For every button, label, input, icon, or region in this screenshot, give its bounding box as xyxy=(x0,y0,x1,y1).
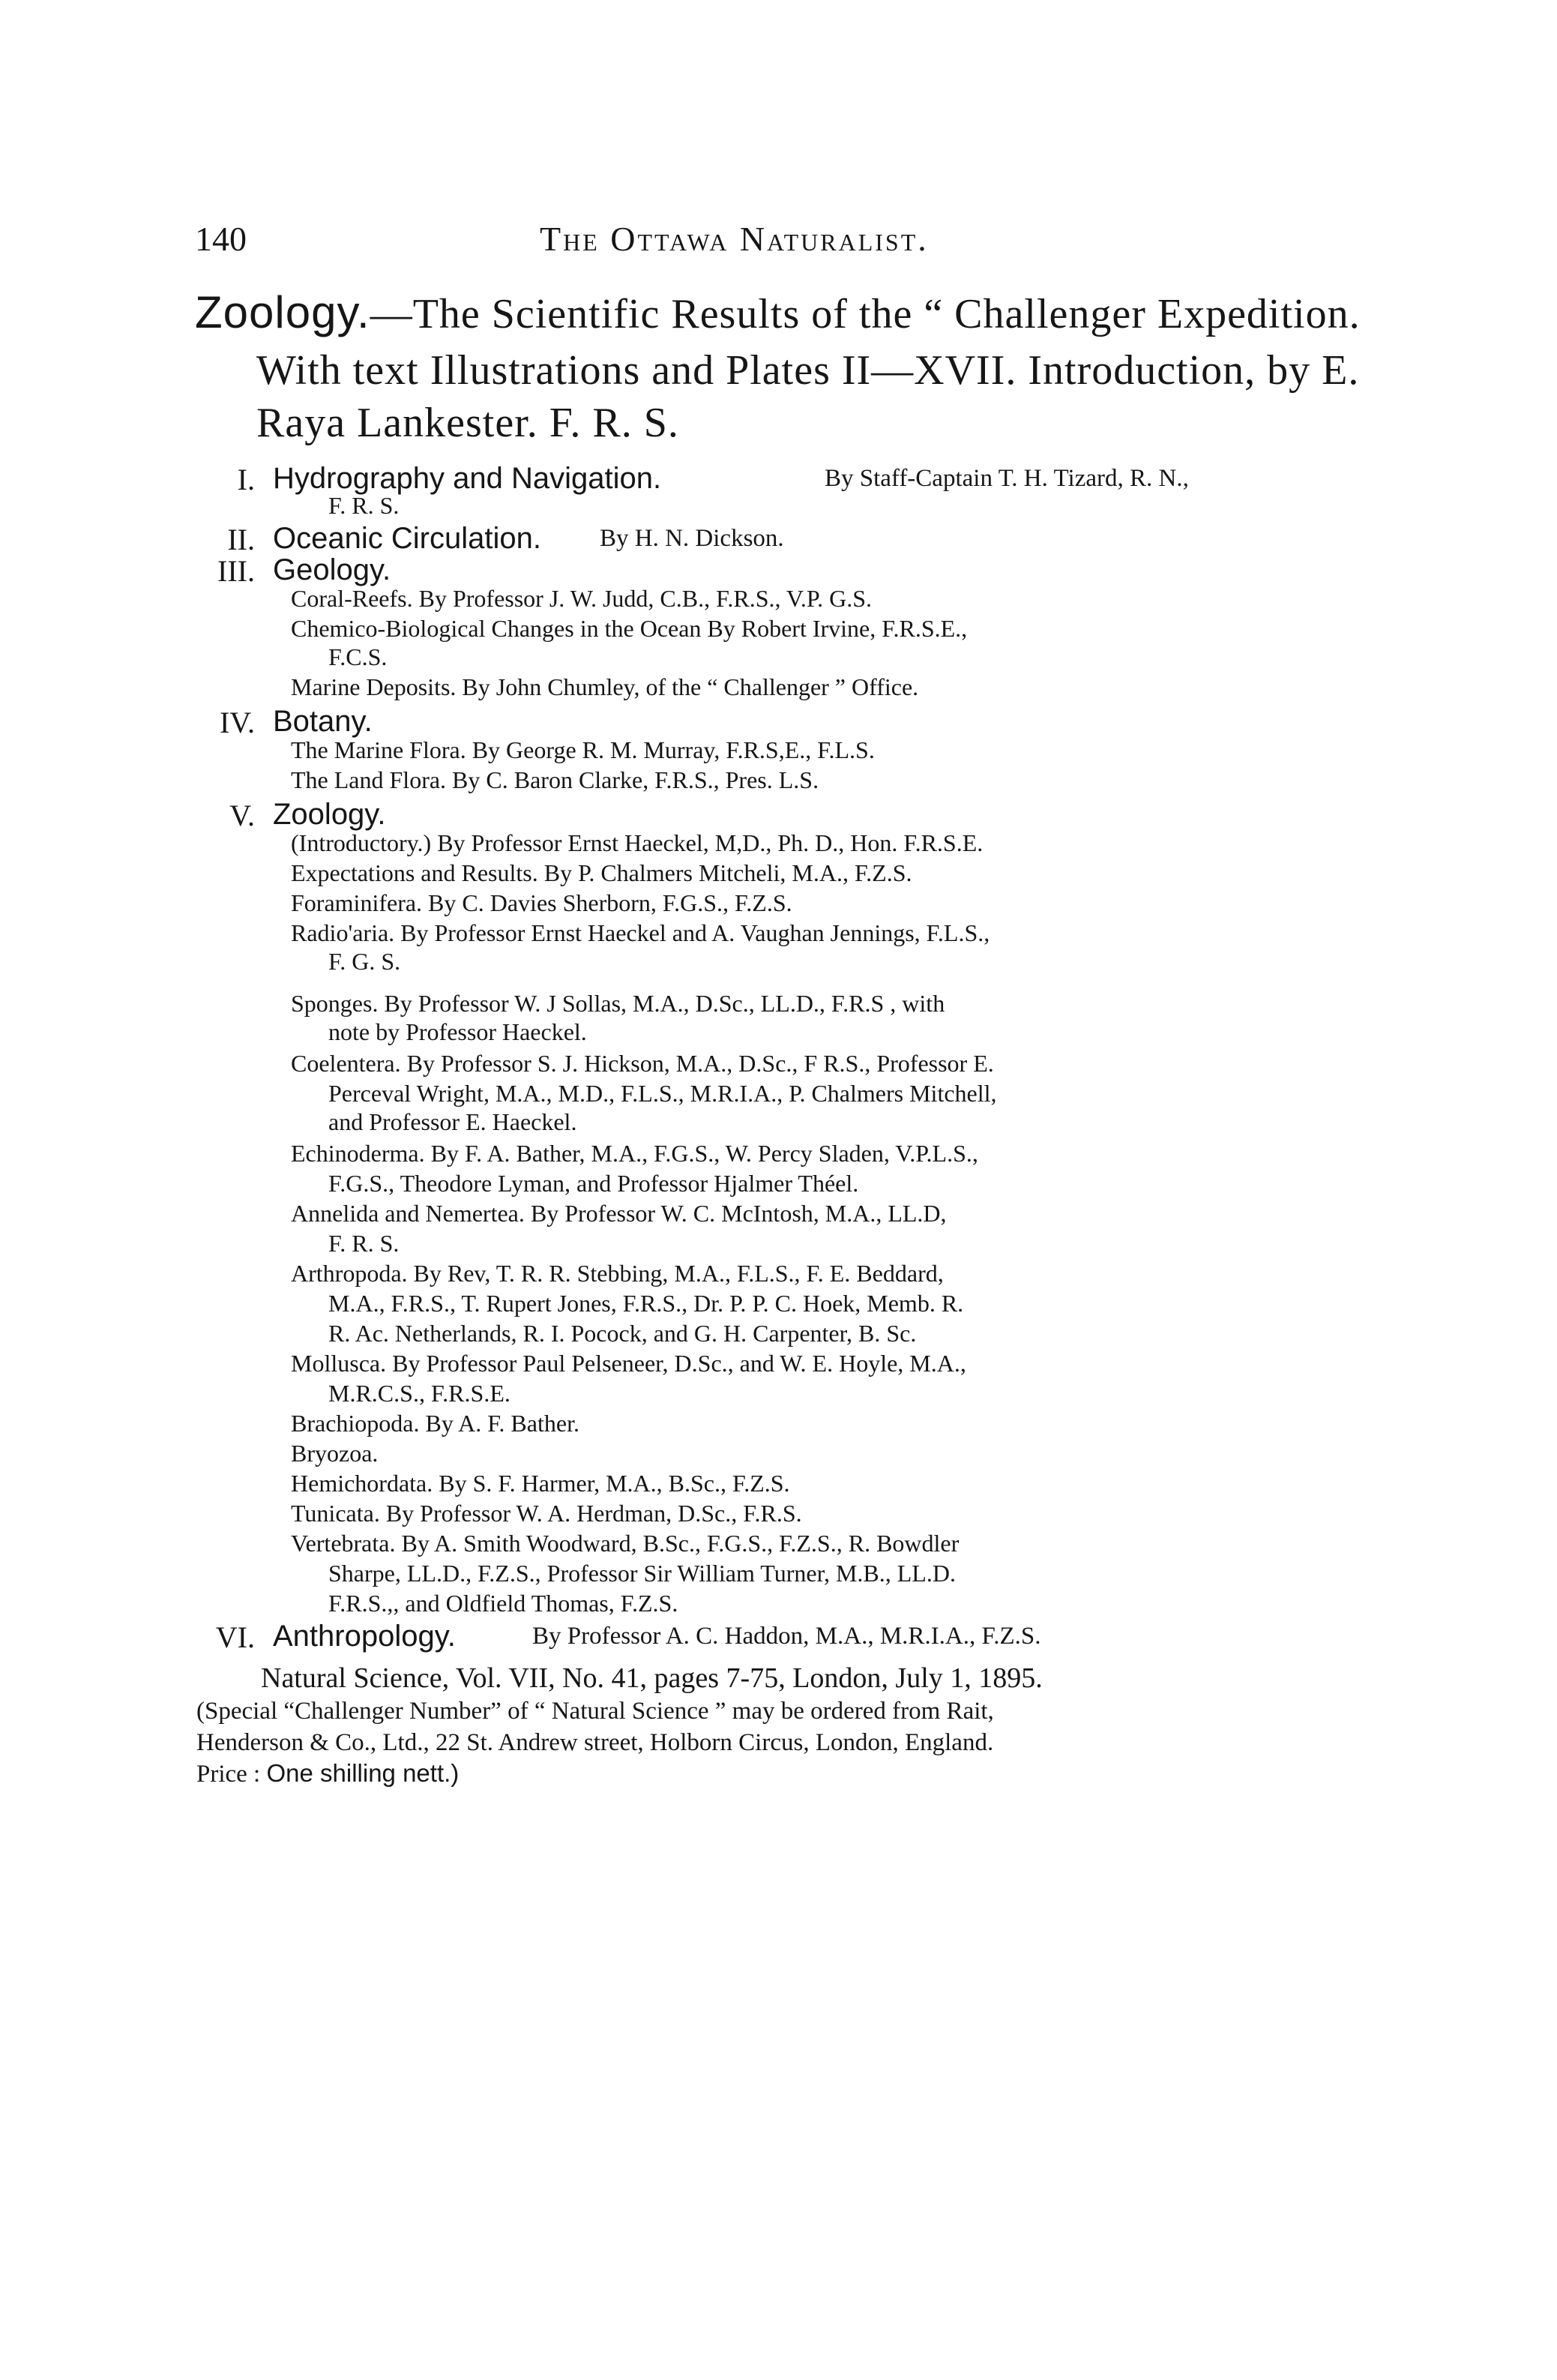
list-item: Arthropoda. By Rev, T. R. R. Stebbing, M.A., F.L.S., F. E. Beddard, xyxy=(291,1260,944,1287)
list-item: M.A., F.R.S., T. Rupert Jones, F.R.S., Dr. P. P. C. Hoek, Memb. R. xyxy=(328,1290,964,1317)
price-label: Price : xyxy=(196,1761,267,1788)
section-label: Botany. xyxy=(273,705,373,738)
price-value: One shilling nett.) xyxy=(266,1759,460,1787)
title-rest: —The Scientific Results of the “ Challenger Expedition. xyxy=(370,291,1361,337)
list-item: M.R.C.S., F.R.S.E. xyxy=(328,1380,511,1407)
list-item: F.G.S., Theodore Lyman, and Professor Hjalmer Théel. xyxy=(328,1170,859,1197)
list-item: Echinoderma. By F. A. Bather, M.A., F.G.S., W. Percy Sladen, V.P.L.S., xyxy=(291,1140,978,1167)
list-item: Foraminifera. By C. Davies Sherborn, F.G.S., F.Z.S. xyxy=(291,889,792,916)
list-item: Coelentera. By Professor S. J. Hickson, M.A., D.Sc., F R.S., Professor E. xyxy=(291,1050,994,1077)
list-item: The Marine Flora. By George R. M. Murray, F.R.S,E., F.L.S. xyxy=(291,736,875,763)
list-item: F.C.S. xyxy=(328,643,388,670)
title-line-2: With text Illustrations and Plates II—XVII. Introduction, by E. xyxy=(256,347,1360,394)
citation-line: Natural Science, Vol. VII, No. 41, pages 7-75, London, July 1, 1895. xyxy=(261,1662,1043,1694)
list-item: Mollusca. By Professor Paul Pelseneer, D.Sc., and W. E. Hoyle, M.A., xyxy=(291,1350,966,1377)
list-item: F. R. S. xyxy=(328,1230,400,1257)
title-line-3: Raya Lankester. F. R. S. xyxy=(256,400,679,446)
section-byline: By H. N. Dickson. xyxy=(600,525,784,552)
section-number: IV. xyxy=(219,706,255,739)
list-item: Hemichordata. By S. F. Harmer, M.A., B.Sc., F.Z.S. xyxy=(291,1470,790,1497)
list-item: R. Ac. Netherlands, R. I. Pocock, and G. H. Carpenter, B. Sc. xyxy=(328,1320,917,1347)
list-item: Perceval Wright, M.A., M.D., F.L.S., M.R.I.A., P. Chalmers Mitchell, xyxy=(328,1080,997,1107)
citation-price-line xyxy=(196,1759,459,1788)
section-byline: By Professor A. C. Haddon, M.A., M.R.I.A., F.Z.S. xyxy=(532,1623,1041,1650)
section-number: III. xyxy=(217,554,255,588)
list-item: F. G. S. xyxy=(328,948,401,975)
title-line-1 xyxy=(195,286,1361,338)
list-item: Bryozoa. xyxy=(291,1440,379,1467)
list-item: Tunicata. By Professor W. A. Herdman, D.Sc., F.R.S. xyxy=(291,1500,802,1527)
section-number: V. xyxy=(229,799,255,832)
list-item: Radio'aria. By Professor Ernst Haeckel and A. Vaughan Jennings, F.L.S., xyxy=(291,919,990,946)
list-item: Sponges. By Professor W. J Sollas, M.A., D.Sc., LL.D., F.R.S , with xyxy=(291,990,945,1017)
citation-note-line: Henderson & Co., Ltd., 22 St. Andrew street, Holborn Circus, London, England. xyxy=(196,1729,994,1756)
page-number: 140 xyxy=(195,220,247,258)
section-number: II. xyxy=(227,523,255,556)
list-item: Expectations and Results. By P. Chalmers Mitcheli, M.A., F.Z.S. xyxy=(291,859,912,886)
section-label: Hydrography and Navigation. xyxy=(273,462,662,495)
list-item: Sharpe, LL.D., F.Z.S., Professor Sir William Turner, M.B., LL.D. xyxy=(328,1560,956,1587)
list-item: Brachiopoda. By A. F. Bather. xyxy=(291,1410,579,1437)
list-item: Annelida and Nemertea. By Professor W. C. McIntosh, M.A., LL.D, xyxy=(291,1200,947,1227)
section-byline-cont: F. R. S. xyxy=(328,492,400,519)
list-item: The Land Flora. By C. Baron Clarke, F.R.S., Pres. L.S. xyxy=(291,766,819,793)
title-heading: Zoology. xyxy=(195,287,370,337)
running-title: The Ottawa Naturalist. xyxy=(540,220,929,258)
list-item: note by Professor Haeckel. xyxy=(328,1018,587,1045)
section-number: I. xyxy=(237,463,255,496)
list-item: Chemico-Biological Changes in the Ocean By Robert Irvine, F.R.S.E., xyxy=(291,615,968,642)
section-byline: By Staff-Captain T. H. Tizard, R. N., xyxy=(825,465,1189,492)
section-label: Anthropology. xyxy=(273,1620,456,1653)
citation-note-line: (Special “Challenger Number” of “ Natural Science ” may be ordered from Rait, xyxy=(196,1698,994,1725)
list-item: Marine Deposits. By John Chumley, of the “ Challenger ” Office. xyxy=(291,673,919,700)
section-label: Oceanic Circulation. xyxy=(273,522,541,555)
list-item: (Introductory.) By Professor Ernst Haeckel, M,D., Ph. D., Hon. F.R.S.E. xyxy=(291,829,984,856)
section-label: Geology. xyxy=(273,553,391,586)
list-item: F.R.S.,, and Oldfield Thomas, F.Z.S. xyxy=(328,1590,678,1617)
list-item: and Professor E. Haeckel. xyxy=(328,1108,577,1135)
section-vi xyxy=(180,1620,1379,1657)
section-number: VI. xyxy=(215,1620,255,1654)
list-item: Vertebrata. By A. Smith Woodward, B.Sc., F.G.S., F.Z.S., R. Bowdler xyxy=(291,1530,960,1557)
list-item: Coral-Reefs. By Professor J. W. Judd, C.B., F.R.S., V.P. G.S. xyxy=(291,585,873,612)
section-label: Zoology. xyxy=(273,798,386,831)
